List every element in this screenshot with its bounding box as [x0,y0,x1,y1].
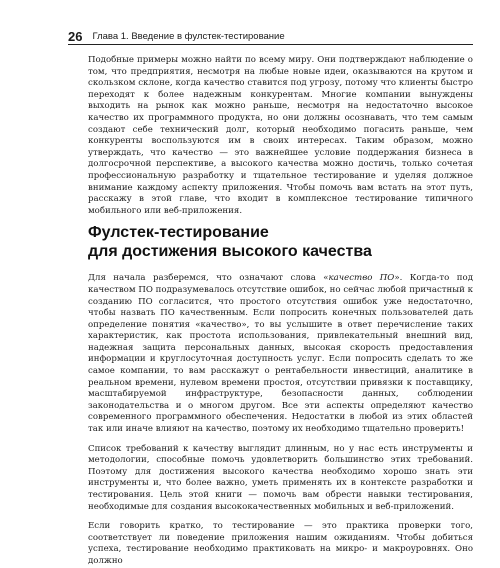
heading-line-1: Фулстек-тестирование [88,224,269,242]
paragraph-intro: Подобные примеры можно найти по всему миру. Они подтверждают наблюдение о том, что предприятия, несмотря на любые новые идеи, оказываются на крутом и скользком склоне, когда качество ставится под угрозу, потому что клиенты быстро переходят к более надежным конкурентам. Многие компании вынуждены выходить на рынок как можно раньше, несмотря на недостаточно высокое качество их программного продукта, но они должны осознавать, что тем самым создают себе технический долг, который необходимо погасить раньше, чем конкуренты воспользуются им в своих интересах. Таким образом, можно утверждать, что качество — это важнейшее условие поддержания бизнеса в долгосрочной перспективе, а высокого качества можно достичь, только сочетая профессиональную разработку и тщательное тестирование и уделяя должное внимание каждому аспекту приложения. Чтобы помочь вам встать на этот путь, расскажу в этой главе, что входит в комплексное тестирование типичного мобильного или веб-приложения. [88,55,473,216]
page-header [68,28,473,45]
section-heading-block [88,217,473,273]
heading-line-2: для достижения высокого качества [88,243,372,261]
section-heading [88,223,372,261]
page-number: 26 [68,29,83,44]
running-head: Глава 1. Введение в фулстек-тестирование [92,31,285,42]
page-body [88,55,473,568]
emphasis-software-quality: качество ПО [328,273,395,284]
paragraph-quality-definition [88,273,473,435]
paragraph-2-start: Для начала разберемся, что означают слова « [88,273,329,284]
paragraph-2-rest: ». Когда-то под качеством ПО подразумевалось отсутствие ошибок, но сейчас любой причастный к созданию ПО согласится, что простого отсутствия ошибок уже недостаточно, чтобы назвать ПО качественным. Если попросить конечных пользователей дать определение понятия «качество», то вы услышите в ответ перечисление таких характеристик, как простота использования, привлекательный внешний вид, надежная защита персональных данных, высокая скорость предоставления информации и круглосуточная доступность услуг. Если попросить сделать то же самое компании, то вам расскажут о рентабельности инвестиций, аналитике в реальном времени, нулевом времени простоя, отсутствии привязки к поставщику, масштабируемой инфраструктуре, безопасности данных, соблюдении законодательства и о многом другом. Все эти аспекты определяют качество современного программного обеспечения. Недостатки в любой из этих областей так или иначе влияют на качество, поэтому их необходимо тщательно проверить! [88,273,473,435]
paragraph-testing-definition: Если говорить кратко, то тестирование — это практика проверки того, соответствует ли поведение приложения нашим ожиданиям. Чтобы добиться успеха, тестирование необходимо практиковать на микро- и макроуровнях. Оно должно [88,521,473,566]
paragraph-requirements: Список требований к качеству выглядит длинным, но у нас есть инструменты и методологии, способные помочь удовлетворить большинство этих требований. Поэтому для достижения высокого качества необходимо хорошо знать эти инструменты и, что более важно, уметь применять их в контексте разработки и тестирования. Цель этой книги — помочь вам обрести навыки тестирования, необходимые для создания высококачественных мобильных и веб-приложений. [88,443,473,512]
